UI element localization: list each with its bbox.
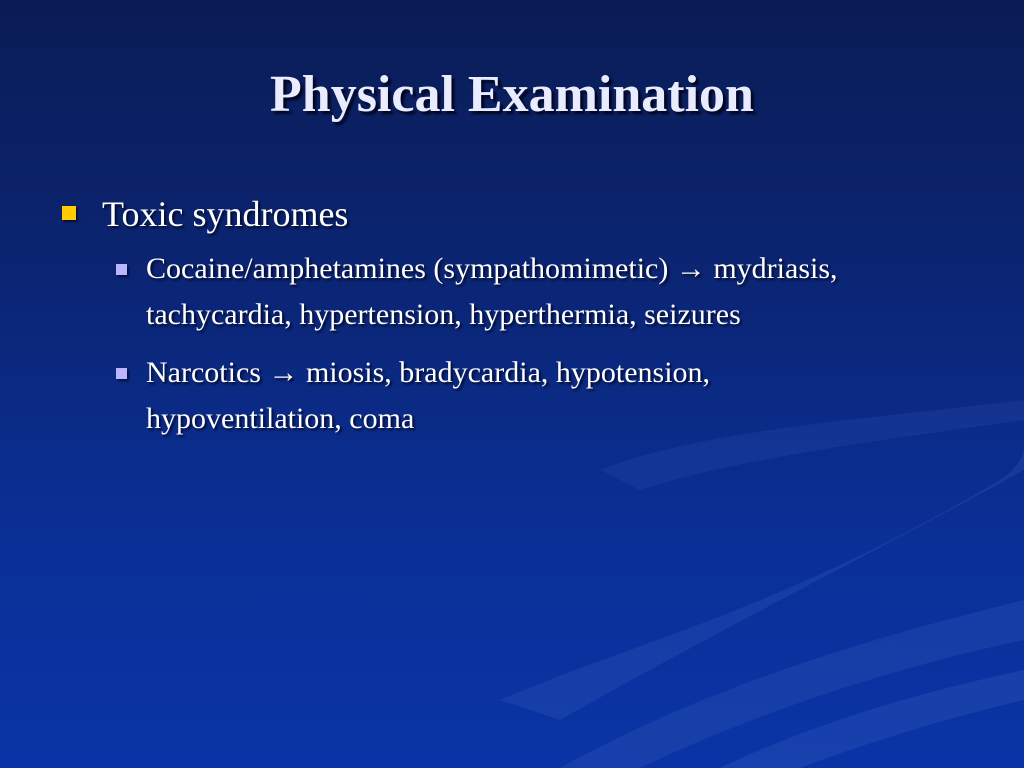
sub-bullet-item-sympathomimetic: [116, 246, 906, 338]
bullet-text: Toxic syndromes: [102, 194, 349, 234]
sub-bullet-item-narcotics: [116, 350, 906, 442]
slide-body: [62, 190, 962, 454]
square-bullet-icon: [116, 264, 127, 275]
square-bullet-icon: [62, 206, 76, 220]
bullet-item-toxic-syndromes: [62, 190, 962, 238]
slide-title: Physical Examination: [270, 66, 754, 123]
sub-bullet-text: Narcotics → miosis, bradycardia, hypotension, hypoventilation, coma: [146, 356, 711, 435]
square-bullet-icon: [116, 368, 127, 379]
sub-bullet-text: Cocaine/amphetamines (sympathomimetic) → mydriasis, tachycardia, hypertension, hyperthermia, seizures: [146, 252, 838, 331]
